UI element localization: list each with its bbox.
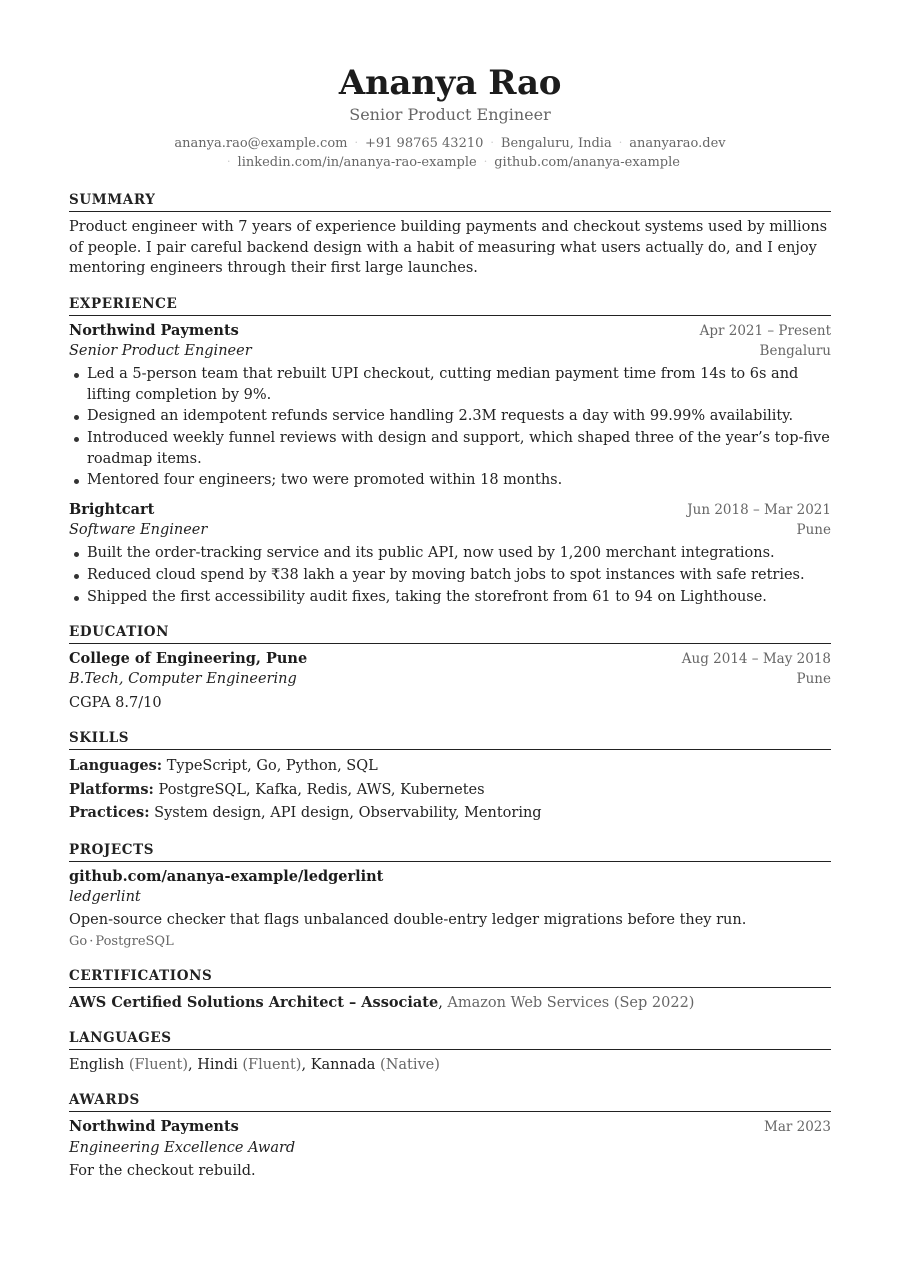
certifications-section [69,967,831,1013]
school-name: College of Engineering, Pune [69,649,308,667]
section-heading-education: EDUCATION [69,623,831,644]
separator-dot: · [89,933,94,949]
certification-issuer: Amazon Web Services (Sep 2022) [447,994,695,1011]
tech-tag: Go [69,933,88,949]
separator-dot: · [483,155,488,169]
achievement-item: Built the order-tracking service and its public API, now used by 1,200 merchant integrations. [69,543,831,564]
certification-line: AWS Certified Solutions Architect – Associate, Amazon Web Services (Sep 2022) [69,993,695,1011]
project-url[interactable]: github.com/ananya-example/ledgerlint [69,867,384,885]
section-heading-languages: LANGUAGES [69,1029,831,1050]
job-role: Software Engineer [69,522,208,539]
employment-dates: Jun 2018 – Mar 2021 [687,501,831,518]
section-heading-awards: AWARDS [69,1091,831,1112]
section-heading-experience: EXPERIENCE [69,295,831,316]
awards-section [69,1091,831,1181]
skill-label: Practices: [69,804,150,822]
award-date: Mar 2023 [764,1119,831,1136]
award-title: Engineering Excellence Award [69,1139,296,1156]
email-link[interactable]: ananya.rao@example.com [174,136,348,152]
company-name: Brightcart [69,500,155,518]
job-location: Pune [796,522,831,539]
contact-row-2 [69,154,831,173]
separator-dot: · [618,136,623,150]
location-text: Bengaluru, India [500,136,612,152]
language-level: (Fluent) [242,1057,302,1074]
language-level: (Native) [380,1057,440,1074]
school-location: Pune [796,671,831,688]
resume-header [69,64,831,173]
separator-dot: · [490,136,494,150]
language-name: Hindi [197,1057,238,1074]
skill-label: Platforms: [69,780,154,798]
github-link[interactable]: github.com/ananya-example [494,155,680,171]
achievement-item: Reduced cloud spend by ₹38 lakh a year by moving batch jobs to spot instances with safe retries. [69,565,831,586]
achievement-list [69,364,831,490]
job-role: Senior Product Engineer [69,342,252,359]
achievement-item: Designed an idempotent refunds service handling 2.3M requests a day with 99.99% availability. [69,406,831,427]
certification-name: AWS Certified Solutions Architect – Associate [69,993,439,1011]
education-dates: Aug 2014 – May 2018 [681,650,831,667]
website-link[interactable]: ananyarao.dev [629,136,726,152]
skill-values: TypeScript, Go, Python, SQL [166,757,378,774]
projects-section [69,841,831,951]
gpa-text: CGPA 8.7/10 [69,694,162,711]
achievement-item: Led a 5-person team that rebuilt UPI checkout, cutting median payment time from 14s to 6s and lifting completion by 9%. [69,364,831,405]
skill-label: Languages: [69,756,163,774]
separator-dot: · [354,136,358,150]
company-name: Northwind Payments [69,321,239,339]
contact-row-1 [69,135,831,154]
project-description: Open-source checker that flags unbalanced double-entry ledger migrations before they run. [69,912,747,929]
skill-values: System design, API design, Observability, Mentoring [154,805,542,822]
language-name: English [69,1057,125,1074]
skill-line [69,779,831,802]
summary-text: Product engineer with 7 years of experience building payments and checkout systems used by millions of people. I pair careful backend design with a habit of measuring what users actually do, and I enjoy mentoring engineers through their first large launches. [69,219,828,277]
education-entry [69,649,831,713]
experience-section [69,295,831,607]
candidate-title: Senior Product Engineer [349,105,551,125]
skills-section [69,729,831,825]
languages-section [69,1029,831,1075]
tech-tag: PostgreSQL [95,933,174,949]
candidate-name: Ananya Rao [338,63,562,103]
award-org: Northwind Payments [69,1118,239,1136]
languages-line: English (Fluent), Hindi (Fluent), Kannada (Native) [69,1057,440,1074]
job-location: Bengaluru [759,342,831,359]
skill-values: PostgreSQL, Kafka, Redis, AWS, Kubernetes [158,781,485,798]
section-heading-summary: SUMMARY [69,191,831,212]
linkedin-link[interactable]: linkedin.com/in/ananya-rao-example [237,155,477,171]
section-heading-projects: PROJECTS [69,841,831,862]
skill-line [69,755,831,778]
contact-info [69,135,831,173]
education-section [69,623,831,713]
section-heading-certifications: CERTIFICATIONS [69,967,831,988]
summary-section [69,191,831,279]
language-level: (Fluent) [128,1057,188,1074]
separator-dot: · [227,155,231,169]
project-tech-stack [69,933,831,951]
achievement-item: Introduced weekly funnel reviews with design and support, which shaped three of the year’s top-five roadmap items. [69,428,831,469]
achievement-list [69,543,831,607]
skill-line [69,802,831,825]
award-entry [69,1117,831,1181]
achievement-item: Mentored four engineers; two were promoted within 18 months. [69,470,831,491]
section-heading-skills: SKILLS [69,729,831,750]
project-name: ledgerlint [69,889,141,906]
award-description: For the checkout rebuild. [69,1162,256,1179]
language-name: Kannada [310,1057,376,1074]
achievement-item: Shipped the first accessibility audit fixes, taking the storefront from 61 to 94 on Lighthouse. [69,587,831,608]
phone-number[interactable]: +91 98765 43210 [364,136,484,152]
experience-entry [69,500,831,607]
employment-dates: Apr 2021 – Present [699,322,831,339]
degree-name: B.Tech, Computer Engineering [69,671,297,688]
experience-entry [69,321,831,491]
